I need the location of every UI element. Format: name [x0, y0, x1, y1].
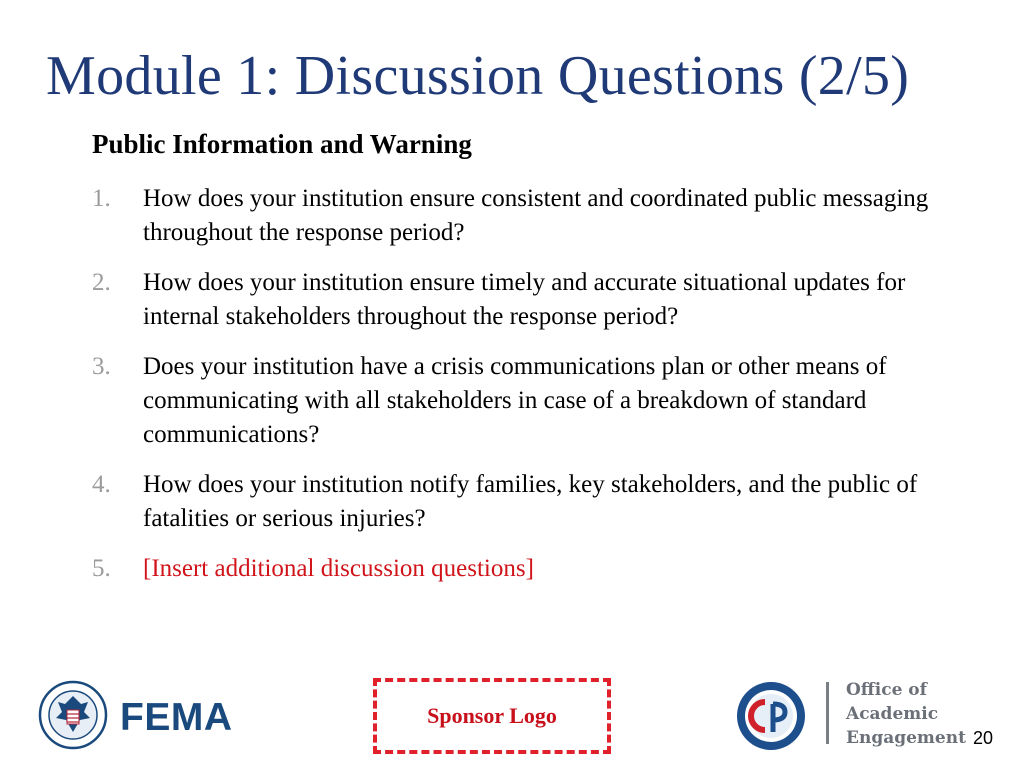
- question-number: 3.: [92, 353, 111, 380]
- question-number: 1.: [92, 185, 111, 212]
- logo-divider: [826, 682, 829, 744]
- question-number: 4.: [92, 471, 111, 498]
- fema-wordmark: FEMA: [120, 696, 233, 739]
- oae-line-2: Academic: [846, 704, 939, 724]
- question-text: Does your institution have a crisis communications plan or other means of communicating with all stakeholders in case of a breakdown of standard communications?: [143, 353, 887, 448]
- question-item: [92, 350, 972, 452]
- question-list: [92, 182, 972, 602]
- slide-title: Module 1: Discussion Questions (2/5): [46, 45, 910, 107]
- sponsor-logo-placeholder: [373, 678, 611, 754]
- question-text: How does your institution ensure timely and accurate situational updates for internal stakeholders throughout the response period?: [143, 269, 906, 330]
- slide-number: 20: [973, 728, 994, 748]
- placeholder-question-text: [Insert additional discussion questions]: [143, 555, 534, 582]
- sponsor-logo-label: Sponsor Logo: [427, 703, 557, 728]
- question-number: 5.: [92, 555, 111, 582]
- question-item-placeholder: [92, 552, 972, 586]
- office-of-academic-engagement-logo: [846, 678, 966, 750]
- question-item: [92, 468, 972, 536]
- slide-footer: [0, 672, 1024, 768]
- section-subtitle: Public Information and Warning: [92, 129, 472, 159]
- dhs-seal-icon: [38, 680, 108, 750]
- question-item: [92, 182, 972, 250]
- oae-line-1: Office of: [846, 680, 927, 700]
- question-text: How does your institution notify families, key stakeholders, and the public of fatalities or serious injuries?: [143, 471, 918, 532]
- question-text: How does your institution ensure consistent and coordinated public messaging throughout the response period?: [143, 185, 929, 246]
- question-number: 2.: [92, 269, 111, 296]
- question-item: [92, 266, 972, 334]
- campus-resilience-program-logo-icon: [735, 680, 807, 752]
- oae-line-3: Engagement: [846, 728, 966, 748]
